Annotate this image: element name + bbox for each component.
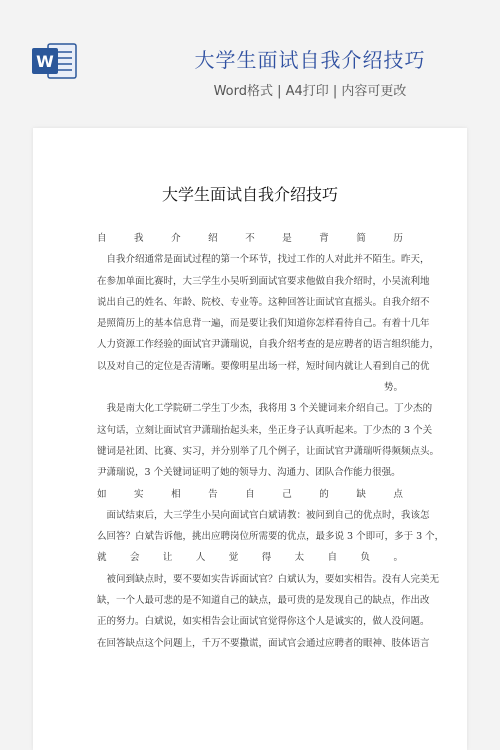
document-line: 以及对自己的定位是否清晰。要像明星出场一样，短时间内就让人看到自己的优 [97,360,430,372]
document-line: 被问到缺点时，要不要如实告诉面试官？白斌认为，要如实相告。没有人完美无 [106,573,440,585]
document-line: 如 实 相 告 自 己 的 缺 点 [97,488,403,500]
document-line: 势。 [383,382,403,394]
document-line: 缺，一个人最可悲的是不知道自己的缺点，最可贵的是发现自己的缺点，作出改 [97,595,430,607]
document-line: 自 我 介 绍 不 是 背 简 历 [97,233,403,244]
document-line: 正的努力。白斌说，如实相告会让面试官觉得你这个人是诚实的，做人没问题。 [97,616,430,628]
document-page [33,128,467,750]
header-title: 大学生面试自我介绍技巧 [194,48,426,72]
document-line: 么回答？白斌告诉他，挑出应聘岗位所需要的优点，最多说 3 个即可，多于 3 个， [97,531,445,543]
document-line: 尹潇瑞说，3 个关键词证明了她的领导力、沟通力、团队合作能力很强。 [97,467,401,479]
document-line: 就 会 让 人 觉 得 太 自 负 。 [97,552,403,564]
document-line: 在回答缺点这个问题上，千万不要撒谎，面试官会通过应聘者的眼神、肢体语言 [97,637,430,649]
document-line: 键词是社团、比赛、实习，并分别举了几个例子，让面试官尹潇瑞听得频频点头。 [97,445,440,457]
word-icon [30,40,78,82]
document-line: 在参加单面比赛时，大三学生小吴听到面试官要求他做自我介绍时，小吴流利地 [97,275,430,287]
document-body [97,228,445,654]
word-icon-letter: W [36,52,54,71]
document-line: 我是南大化工学院研二学生丁少杰，我将用 3 个关键词来介绍自己。丁少杰的 [106,403,433,415]
document-line: 人力资源工作经验的面试官尹潇瑞说，自我介绍考查的是应聘者的语言组织能力， [97,339,440,351]
document-line: 是照简历上的基本信息背一遍，而是要让我们知道你怎样看待自己。有着十几年 [97,318,430,330]
header-banner [0,0,500,110]
document-line: 面试结束后，大三学生小吴向面试官白斌请教：被问到自己的优点时，我该怎 [106,509,430,521]
document-line: 说出自己的姓名、年龄、院校、专业等。这种回答让面试官直摇头。自我介绍不 [97,296,430,308]
document-line: 自我介绍通常是面试过程的第一个环节，找过工作的人对此并不陌生。昨天， [106,254,430,266]
document-line: 这句话，立刻让面试官尹潇瑞抬起头来，坐正身子认真听起来。丁少杰的 3 个关 [97,424,433,436]
document-title: 大学生面试自我介绍技巧 [161,185,338,204]
header-subtitle: Word格式 | A4打印 | 内容可更改 [213,84,407,99]
